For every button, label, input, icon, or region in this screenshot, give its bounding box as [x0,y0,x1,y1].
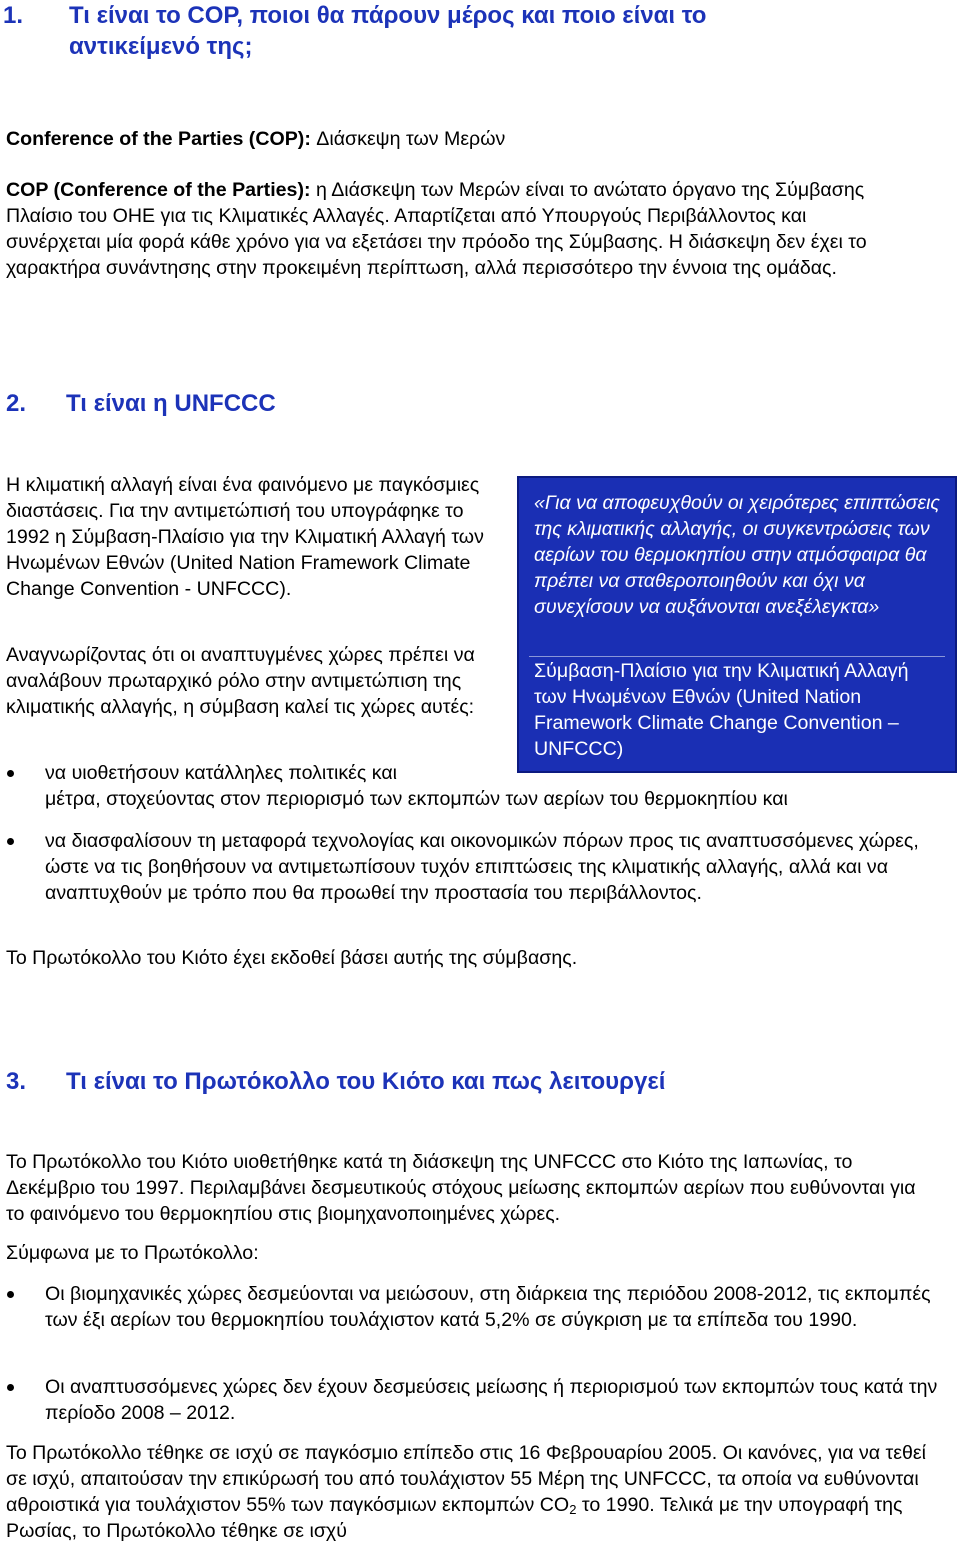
cop-paragraph [6,177,906,281]
bullet-text: Οι βιομηχανικές χώρες δεσμεύονται να μειώσουν, στη διάρκεια της περιόδου 2008-2012, τις εκπομπές των έξι αερίων του θερμοκηπίου τουλάχιστον κατά 5,2% σε σύγκριση με τα επίπεδα του 1990. [45,1283,931,1331]
cop-subtitle-rest: Διάσκεψη των Μερών [310,128,506,150]
kyoto-paragraph-2: Σύμφωνα με το Πρωτόκολλο: [6,1242,259,1264]
bullet-text-line2: μέτρα, στοχεύοντας στον περιορισμό των εκπομπών των αερίων του θερμοκηπίου και [45,788,788,810]
unfccc-paragraph-3: Το Πρωτόκολλο του Κιότο έχει εκδοθεί βάσει αυτής της σύμβασης. [6,947,578,969]
unfccc-quote-source: Σύμβαση-Πλαίσιο για την Κλιματική Αλλαγή των Ηνωμένων Εθνών (United Nation Framework Climate Change Convention – UNFCCC) [534,660,909,760]
kyoto-bullets-1 [0,1281,945,1333]
list-item [0,1281,945,1333]
bullet-text: Οι αναπτυσσόμενες χώρες δεν έχουν δεσμεύσεις μείωσης ή περιορισμού των εκπομπών τους κατά την περίοδο 2008 – 2012. [45,1376,938,1424]
cop-paragraph-text: η Διάσκεψη των Μερών είναι το ανώτατο όργανο της Σύμβασης Πλαίσιο του ΟΗΕ για τις Κλιματικές Αλλαγές. Απαρτίζεται από Υπουργούς Περιβάλλοντος και συνέρχεται μία φορά κάθε χρόνο για να εξετάσει την πρόοδο της Σύμβασης. Η διάσκεψη δεν έχει το χαρακτήρα συνάντησης στην προκειμένη περίπτωση, αλλά περισσότερο την έννοια της ομάδας. [6,179,867,279]
section-2-title: Τι είναι η UNFCCC [66,390,276,417]
kyoto-paragraph-3 [6,1440,951,1544]
kyoto-paragraph-3-end: το 1990. Τελικά με την υπογραφή της Ρωσίας, το Πρωτόκολλο τέθηκε σε ισχύ [6,1494,903,1542]
co2-subscript: 2 [569,1502,577,1517]
unfccc-quote: «Για να αποφευχθούν οι χειρότερες επιπτώσεις της κλιματικής αλλαγής, οι συγκεντρώσεις των αερίων του θερμοκηπίου στην ατμόσφαιρα θα πρέπει να σταθεροποιηθούν και όχι να συνεχίσουν να αυξάνονται ανεξέλεγκτα» [534,492,940,618]
unfccc-quote-box [517,476,957,773]
unfccc-bullets-1 [0,760,920,812]
unfccc-paragraph-2: Αναγνωρίζοντας ότι οι αναπτυγμένες χώρες πρέπει να αναλάβουν πρωταρχικό ρόλο στην αντιμετώπιση της κλιματικής αλλαγής, η σύμβαση καλεί τις χώρες αυτές: [6,644,475,718]
kyoto-bullets-2 [0,1374,945,1426]
section-1-heading [3,0,953,62]
bullet-dot-icon [7,1384,14,1391]
bullet-dot-icon [7,1291,14,1298]
bullet-text-line1: να υιοθετήσουν κατάλληλες πολιτικές και [45,762,397,784]
bullet-dot-icon [7,770,14,777]
quote-divider [529,656,945,657]
section-1-number: 1. [3,2,24,29]
cop-paragraph-bold: COP (Conference of the Parties): [6,179,311,201]
list-item [0,760,920,812]
bullet-text: να διασφαλίσουν τη μεταφορά τεχνολογίας και οικονομικών πόρων προς τις αναπτυσσόμενες χώρες, ώστε να τις βοηθήσουν να αντιμετωπίσουν τυχόν επιπτώσεις της κλιματικής αλλαγής, αλλά και να αναπτυχθούν με τρόπο που θα προωθεί την προστασία του περιβάλλοντος. [45,830,919,904]
unfccc-bullets-2 [0,828,920,906]
section-1-title-line2: αντικείμενό της; [69,33,253,60]
unfccc-paragraph-1: Η κλιματική αλλαγή είναι ένα φαινόμενο με παγκόσμιες διαστάσεις. Για την αντιμετώπισή του υπογράφηκε το 1992 η Σύμβαση-Πλαίσιο για την Κλιματική Αλλαγή των Ηνωμένων Εθνών (United Nation Framework Climate Change Convention - UNFCCC). [6,474,484,600]
section-2-number: 2. [6,390,27,417]
list-item [0,828,920,906]
section-2-heading [6,388,906,419]
list-item [0,1374,945,1426]
section-3-number: 3. [6,1068,27,1095]
section-3-heading [6,1066,946,1097]
bullet-dot-icon [7,838,14,845]
kyoto-paragraph-3-text: Το Πρωτόκολλο τέθηκε σε ισχύ σε παγκόσμιο επίπεδο στις 16 Φεβρουαρίου 2005. Οι κανόνες, για να τεθεί σε ισχύ, απαιτούσαν την επικύρωσή του από τουλάχιστον 55 Μέρη της UNFCCC, τα οποία να ευθύνονται αθροιστικά για τουλάχιστον 55% των παγκόσμιων εκπομπών CO [6,1442,927,1516]
cop-subtitle [6,126,946,152]
cop-subtitle-bold: Conference of the Parties (COP): [6,128,311,150]
kyoto-paragraph-1: Το Πρωτόκολλο του Κιότο υιοθετήθηκε κατά τη διάσκεψη της UNFCCC στο Κιότο της Ιαπωνίας, το Δεκέμβριο του 1997. Περιλαμβάνει δεσμευτικούς στόχους μείωσης εκπομπών αερίων που ευθύνονται για το φαινόμενο του θερμοκηπίου στις βιομηχανοποιημένες χώρες. [6,1151,916,1225]
section-1-title-line1: Τι είναι το COP, ποιοι θα πάρουν μέρος και ποιο είναι το [69,2,707,29]
section-3-title: Τι είναι το Πρωτόκολλο του Κιότο και πως λειτουργεί [66,1068,666,1095]
